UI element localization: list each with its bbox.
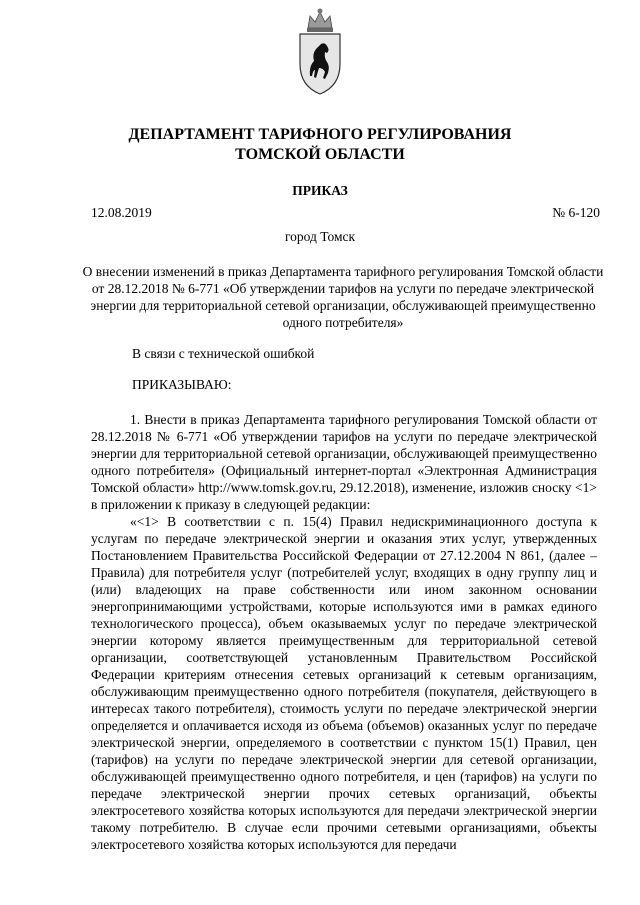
document-body <box>91 411 597 853</box>
department-name-line1: ДЕПАРТАМЕНТ ТАРИФНОГО РЕГУЛИРОВАНИЯ <box>128 126 512 143</box>
paragraph-1: 1. Внести в приказ Департамента тарифного регулирования Томской области от 28.12.2018 № 6-771 «Об утверждении тарифов на услуги по передаче электрической энергии для территориальной сетевой организации, обслуживающей преимущественно одного потребителя» (Официальный интернет-портал «Электронная Администрация Томской области» http://www.tomsk.gov.ru, 29.12.2018), изменение, изложив сноску <1> в приложении к приказу в следующей редакции: <box>91 412 597 512</box>
paragraph-2: «<1> В соответствии с п. 15(4) Правил недискриминационного доступа к услугам по передаче электрической энергии и оказания этих услуг, утвержденных Постановлением Правительства Российской Федерации от 27.12.2004 N 861, (далее – Правила) для потребителя услуг (потребителей услуг, входящих в одну группу лиц и (или) владеющих на праве собственности или ином законном основании энергопринимающими устройствами, которые используются ими в рамках единого технологического процесса), объем оказываемых услуг по передаче электрической энергии которому является преимущественным для территориальной сетевой организации, соответствующей установленным Правительством Российской Федерации критериям отнесения сетевых организаций к сетевым организациям, обслуживающим преимущественно одного потребителя (покупателя, действующего в интересах такого потребителя), стоимость услуги по передаче электрической энергии определяется и оплачивается исходя из объема (объемов) оказанных услуг по передаче электрической энергии, определяемого в соответствии с пунктом 15(1) Правил, цен (тарифов) на услуги по передаче электрической энергии для сетевой организации, обслуживающей преимущественно одного потребителя, и цен (тарифов) на услуги по передаче электрической энергии прочих сетевых организаций, объекты электросетевого хозяйства которых используются для передачи электрической энергии такому потребителю. В случае если прочими сетевыми организациями, объекты электросетевого хозяйства которых используются для передачи <box>91 514 597 852</box>
document-date: 12.08.2019 <box>91 205 152 220</box>
order-reason: В связи с технической ошибкой <box>132 346 315 361</box>
document-number: № 6-120 <box>552 205 600 220</box>
document-city: город Томск <box>284 229 356 244</box>
order-word: ПРИКАЗЫВАЮ: <box>132 377 232 392</box>
document-type: ПРИКАЗ <box>292 183 348 198</box>
department-name-line2: ТОМСКОЙ ОБЛАСТИ <box>235 146 405 163</box>
coat-of-arms-icon <box>294 6 346 98</box>
document-subject: О внесении изменений в приказ Департамента тарифного регулирования Томской области от 28.12.2018 № 6-771 «Об утверждении тарифов на услуги по передаче электрической энергии для территориальной сетевой организации, обслуживающей преимущественно одного потребителя» <box>82 264 604 330</box>
